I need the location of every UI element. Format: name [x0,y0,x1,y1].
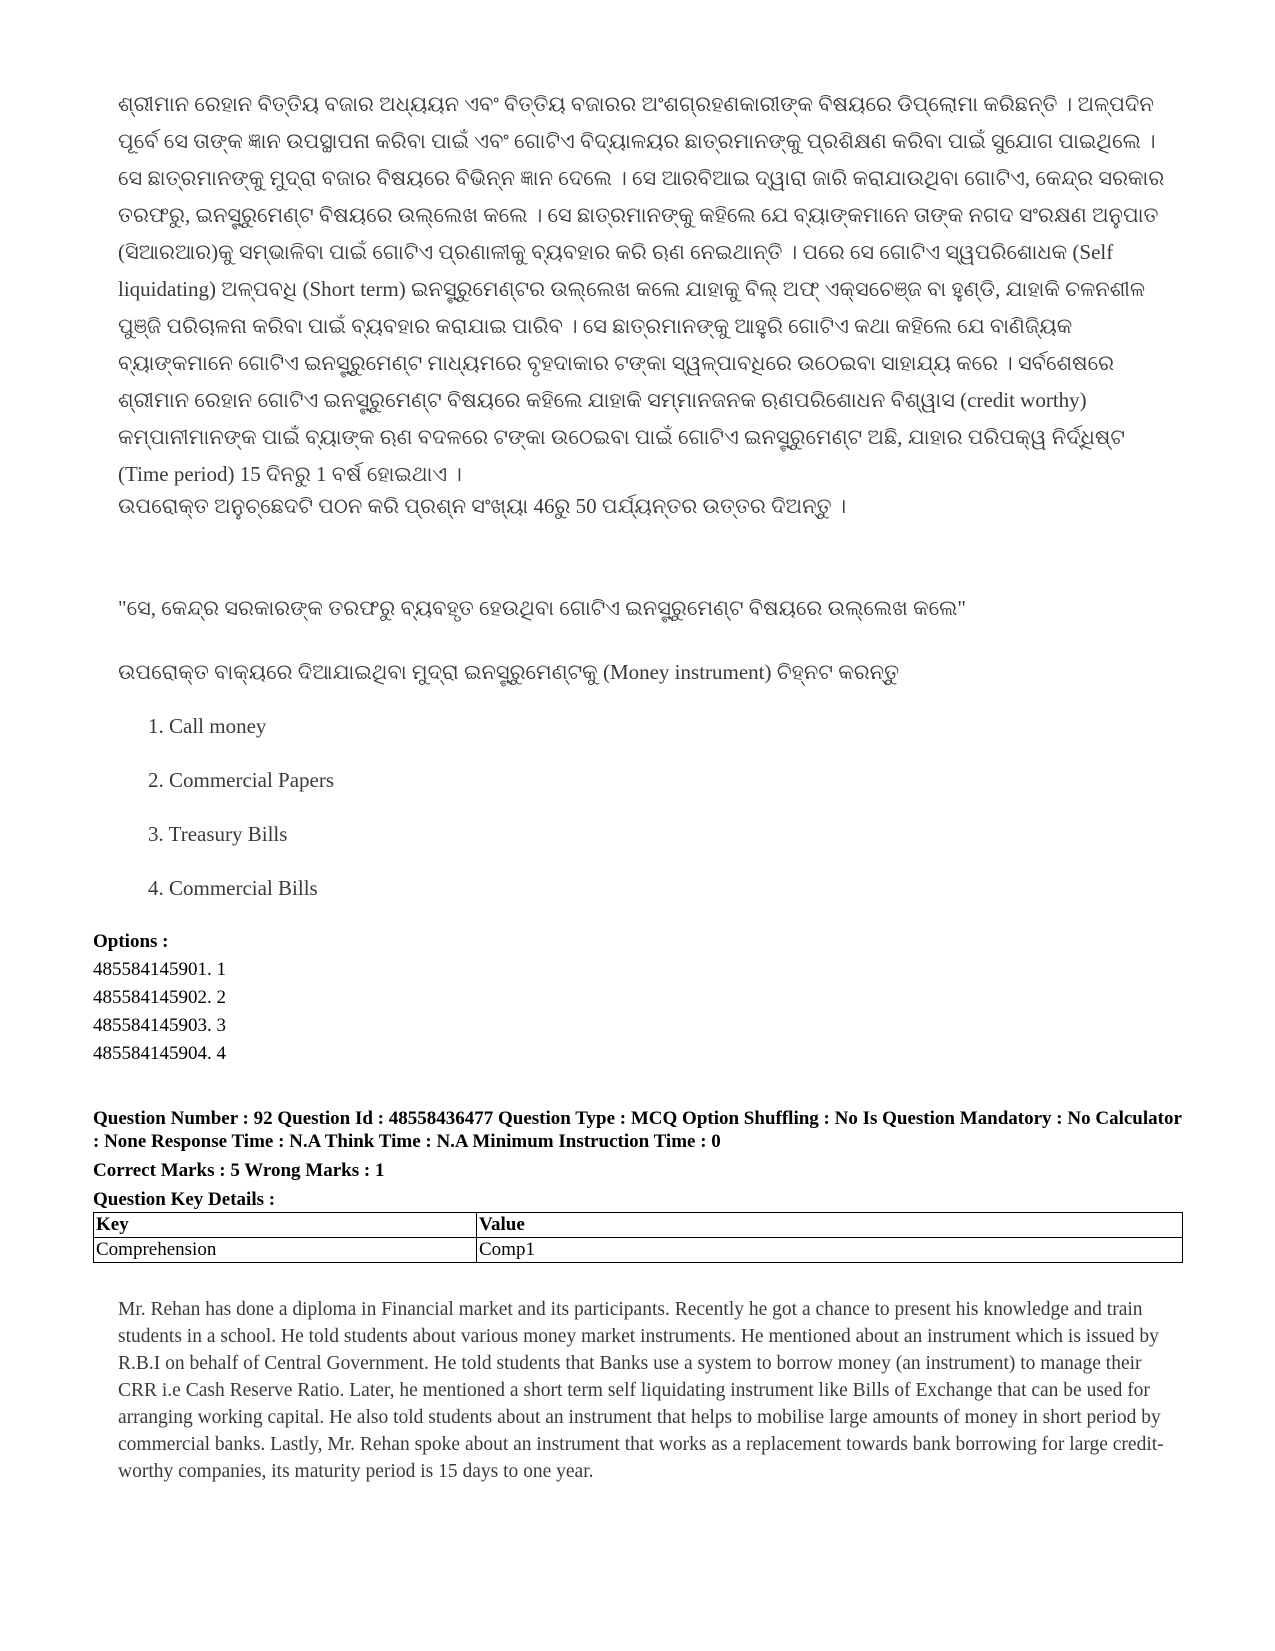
table-cell-value: Comp1 [477,1238,1183,1263]
marks-line: Correct Marks : 5 Wrong Marks : 1 [93,1160,385,1181]
choice-item: 3. Treasury Bills [148,822,288,846]
choice-item: 2. Commercial Papers [148,768,335,792]
options-block [93,928,226,1068]
option-item: 485584145904. 4 [93,1043,226,1064]
table-header-key: Key [94,1213,477,1238]
question-meta [93,1107,1183,1217]
table-header-row [94,1213,1183,1238]
option-item: 485584145903. 3 [93,1015,226,1036]
choice-item: 1. Call money [148,714,267,738]
choice-list [148,712,334,928]
odia-question-quote: "ସେ, କେନ୍ଦ୍ର ସରକାରଙ୍କ ତରଫରୁ ବ୍ୟବହୃତ ହେଉଥିବା ଗୋଟିଏ ଇନସ୍ଟ୍ରୁମେଣ୍ଟ ବିଷୟରେ ଉଲ୍ଲେଖ କଲେ" [118,596,966,620]
options-title: Options : [93,931,169,952]
choice-item: 4. Commercial Bills [148,876,318,900]
table-cell-key: Comprehension [94,1238,477,1263]
key-details-title: Question Key Details : [93,1189,276,1210]
option-item: 485584145901. 1 [93,959,226,980]
odia-question-prompt: ଉପରୋକ୍ତ ବାକ୍ୟରେ ଦିଆଯାଇଥିବା ମୁଦ୍ରା ଇନସ୍ଟ୍ରୁମେଣ୍ଟକୁ (Money instrument) ଚିହ୍ନଟ କରନ୍ତୁ [118,660,900,684]
odia-instruction: ଉପରୋକ୍ତ ଅନୁଚ୍ଛେଦଟି ପଠନ କରି ପ୍ରଶ୍ନ ସଂଖ୍ୟା 46ରୁ 50 ପର୍ଯ୍ୟନ୍ତର ଉତ୍ତର ଦିଅନ୍ତୁ । [118,494,847,518]
table-header-value: Value [477,1213,1183,1238]
odia-paragraph: ଶ୍ରୀମାନ ରେହାନ ବିତ୍ତିୟ ବଜାର ଅଧ୍ୟୟନ ଏବଂ ବିତ୍ତିୟ ବଜାରର ଅଂଶଗ୍ରହଣକାରୀଙ୍କ ବିଷୟରେ ଡିପ୍ଲୋମା କରିଛନ୍ତି । ଅଳ୍ପଦିନ ପୂର୍ବେ ସେ ତାଙ୍କ ଜ୍ଞାନ ଉପସ୍ଥାପନା କରିବା ପାଇଁ ଏବଂ ଗୋଟିଏ ବିଦ୍ୟାଳୟର ଛାତ୍ରମାନଙ୍କୁ ପ୍ରଶିକ୍ଷଣ କରିବା ପାଇଁ ସୁଯୋଗ ପାଇଥିଲେ । ସେ ଛାତ୍ରମାନଙ୍କୁ ମୁଦ୍ରା ବଜାର ବିଷୟରେ ବିଭିନ୍ନ ଜ୍ଞାନ ଦେଲେ । ସେ ଆରବିଆଇ ଦ୍ୱାରା ଜାରି କରାଯାଉଥିବା ଗୋଟିଏ, କେନ୍ଦ୍ର ସରକାର ତରଫରୁ, ଇନସ୍ଟ୍ରୁମେଣ୍ଟ ବିଷୟରେ ଉଲ୍ଲେଖ କଲେ । ସେ ଛାତ୍ରମାନଙ୍କୁ କହିଲେ ଯେ ବ୍ୟାଙ୍କମାନେ ତାଙ୍କ ନଗଦ ସଂରକ୍ଷଣ ଅନୁପାତ (ସିଆରଆର)କୁ ସମ୍ଭାଳିବା ପାଇଁ ଗୋଟିଏ ପ୍ରଣାଳୀକୁ ବ୍ୟବହାର କରି ଋଣ ନେଇଥାନ୍ତି । ପରେ ସେ ଗୋଟିଏ ସ୍ୱପରିଶୋଧକ (Self liquidating) ଅଳ୍ପବଧି (Short term) ଇନସ୍ଟ୍ରୁମେଣ୍ଟର ଉଲ୍ଲେଖ କଲେ ଯାହାକୁ ବିଲ୍ ଅଫ୍ ଏକ୍ସଚେଞ୍ଜ ବା ହୁଣ୍ଡି, ଯାହାକି ଚଳନଶୀଳ ପୁଞ୍ଜି ପରିଚାଳନା କରିବା ପାଇଁ ବ୍ୟବହାର କରାଯାଇ ପାରିବ । ସେ ଛାତ୍ରମାନଙ୍କୁ ଆହୁରି ଗୋଟିଏ କଥା କହିଲେ ଯେ ବାଣିଜ୍ୟିକ ବ୍ୟାଙ୍କମାନେ ଗୋଟିଏ ଇନସ୍ଟ୍ରୁମେଣ୍ଟ ମାଧ୍ୟମରେ ବୃହଦାକାର ଟଙ୍କା ସ୍ୱଳ୍ପାବଧିରେ ଉଠେଇବା ସାହାଯ୍ୟ କରେ । ସର୍ବଶେଷରେ ଶ୍ରୀମାନ ରେହାନ ଗୋଟିଏ ଇନସ୍ଟ୍ରୁମେଣ୍ଟ ବିଷୟରେ କହିଲେ ଯାହାକି ସମ୍ମାନଜନକ ଋଣପରିଶୋଧନ ବିଶ୍ୱାସ (credit worthy) କମ୍ପାନୀମାନଙ୍କ ପାଇଁ ବ୍ୟାଙ୍କ ଋଣ ବଦଳରେ ଟଙ୍କା ଉଠେଇବା ପାଇଁ ଗୋଟିଏ ଇନସ୍ଟ୍ରୁମେଣ୍ଟ ଅଛି, ଯାହାର ପରିପକ୍ୱ ନିର୍ଦ୍ଧିଷ୍ଟ (Time period) 15 ଦିନରୁ 1 ବର୍ଷ ହୋଇଥାଏ । [118,92,1165,486]
key-details-table [93,1212,1183,1263]
question-meta-line: Question Number : 92 Question Id : 48558436477 Question Type : MCQ Option Shuffling : No Is Question Mandatory : No Calculator : None Response Time : N.A Think Time : N.A Minimum Instruction Time : 0 [93,1108,1182,1152]
option-item: 485584145902. 2 [93,987,226,1008]
odia-comprehension-passage [118,86,1168,507]
table-row [94,1238,1183,1263]
english-comprehension-passage: Mr. Rehan has done a diploma in Financial market and its participants. Recently he got a chance to present his knowledge and train students in a school. He told students about various money market instruments. He mentioned about an instrument which is issued by R.B.I on behalf of Central Government. He told students that Banks use a system to borrow money (an instrument) to manage their CRR i.e Cash Reserve Ratio. Later, he mentioned a short term self liquidating instrument like Bills of Exchange that can be used for arranging working capital. He also told students about an instrument that helps to mobilise large amounts of money in short period by commercial banks. Lastly, Mr. Rehan spoke about an instrument that works as a replacement towards bank borrowing for large credit-worthy companies, its maturity period is 15 days to one year. [118,1299,1164,1482]
